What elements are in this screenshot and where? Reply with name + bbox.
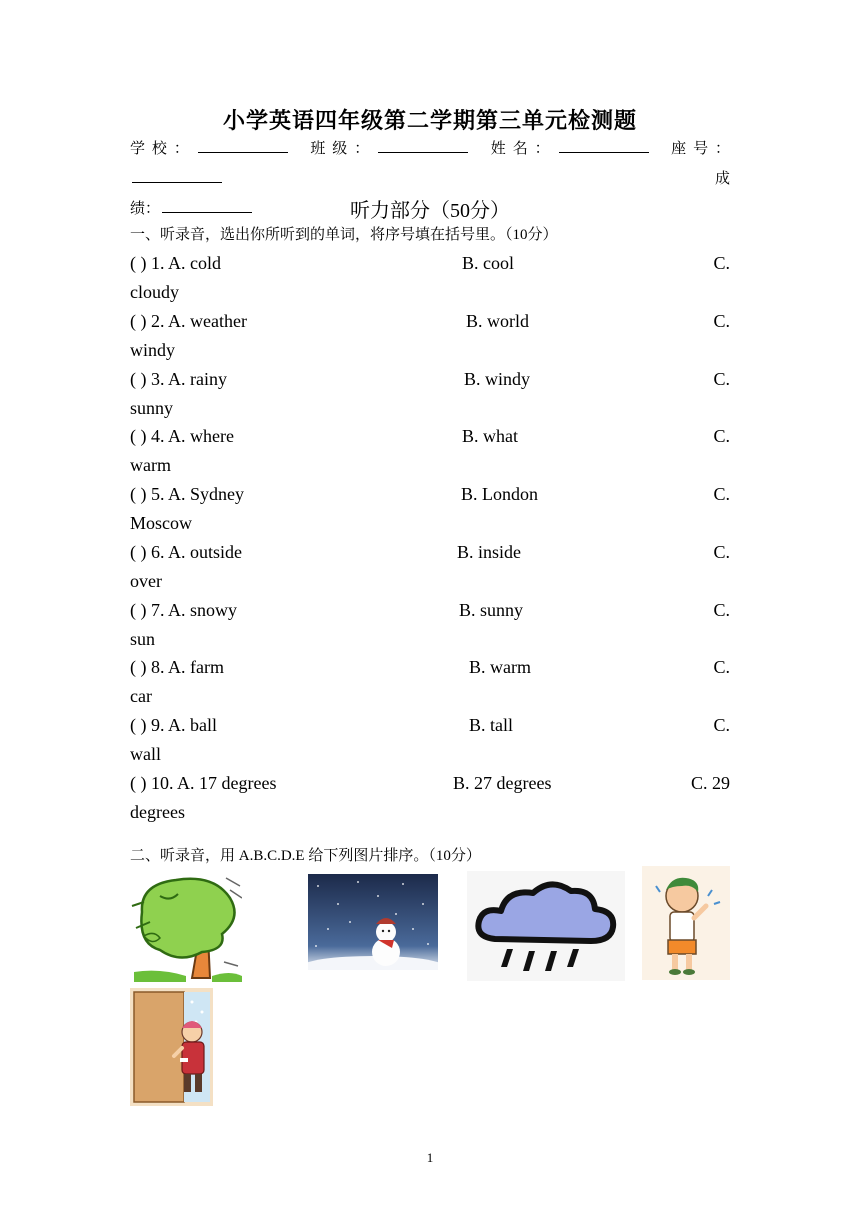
question-2-b: B. world <box>466 311 529 331</box>
question-2-c: C. <box>713 311 730 331</box>
name-blank[interactable] <box>559 138 649 153</box>
question-5-b: B. London <box>461 484 539 504</box>
question-1-c: C. <box>713 253 730 273</box>
school-blank[interactable] <box>198 138 288 153</box>
name-label: 姓名： <box>490 141 557 157</box>
seat-blank[interactable] <box>132 168 222 183</box>
part1-instruction: 一、听录音，选出你所听到的单词，将序号填在括号里。（10分） <box>130 227 558 243</box>
listening-heading: 听力部分（50分） <box>350 200 510 222</box>
question-5-c-word: Moscow <box>130 513 192 533</box>
question-3-c: C. <box>713 369 730 389</box>
question-2-a: ( ) 2. A. weather <box>130 311 247 331</box>
question-10-c: C. 29 <box>690 773 730 793</box>
question-8-c-word: car <box>130 686 152 706</box>
question-7-b: B. sunny <box>459 600 524 620</box>
question-2-c-word: windy <box>130 340 175 360</box>
question-4-b: B. what <box>462 426 518 446</box>
hot-boy-picture <box>642 866 730 980</box>
question-3-c-word: sunny <box>130 398 174 418</box>
class-blank[interactable] <box>378 138 468 153</box>
question-9-c-word: wall <box>130 744 161 764</box>
question-4-c-word: warm <box>130 455 171 475</box>
question-8-b: B. warm <box>469 657 531 677</box>
school-label: 学校： <box>130 141 196 157</box>
question-6-c-word: over <box>130 571 162 591</box>
question-1-b: B. cool <box>462 253 514 273</box>
question-9-b: B. tall <box>469 715 513 735</box>
question-8-a: ( ) 8. A. farm <box>130 657 224 677</box>
question-7-a: ( ) 7. A. snowy <box>130 600 237 620</box>
snowman-picture <box>308 874 438 970</box>
question-7-c: C. <box>713 600 730 620</box>
question-3-b: B. windy <box>464 369 531 389</box>
question-10-a: ( ) 10. A. 17 degrees <box>130 773 277 793</box>
question-10-c-word: degrees <box>130 802 185 822</box>
cold-girl-door-picture <box>130 988 213 1106</box>
question-8-c: C. <box>713 657 730 677</box>
part2-instruction: 二、听录音，用 A.B.C.D.E 给下列图片排序。（10分） <box>130 848 481 864</box>
question-5-c: C. <box>713 484 730 504</box>
rain-cloud-picture <box>467 871 625 981</box>
windy-tree-picture <box>130 872 242 982</box>
question-7-c-word: sun <box>130 629 156 649</box>
class-label: 班级： <box>310 141 377 157</box>
question-6-c: C. <box>713 542 730 562</box>
question-4-a: ( ) 4. A. where <box>130 426 234 446</box>
question-3-a: ( ) 3. A. rainy <box>130 369 227 389</box>
question-1-a: ( ) 1. A. cold <box>130 253 221 273</box>
seat-label: 座号： <box>671 141 730 157</box>
question-1-c-word: cloudy <box>130 282 179 302</box>
question-9-a: ( ) 9. A. ball <box>130 715 217 735</box>
question-10-b: B. 27 degrees <box>453 773 552 793</box>
question-4-c: C. <box>713 426 730 446</box>
score-label-b: 绩： <box>130 201 161 217</box>
page-number: 1 <box>426 1150 434 1165</box>
page-title: 小学英语四年级第二学期第三单元检测题 <box>222 108 637 133</box>
question-6-a: ( ) 6. A. outside <box>130 542 242 562</box>
score-label-a: 成 <box>714 171 730 187</box>
question-6-b: B. inside <box>457 542 522 562</box>
question-5-a: ( ) 5. A. Sydney <box>130 484 244 504</box>
question-9-c: C. <box>713 715 730 735</box>
